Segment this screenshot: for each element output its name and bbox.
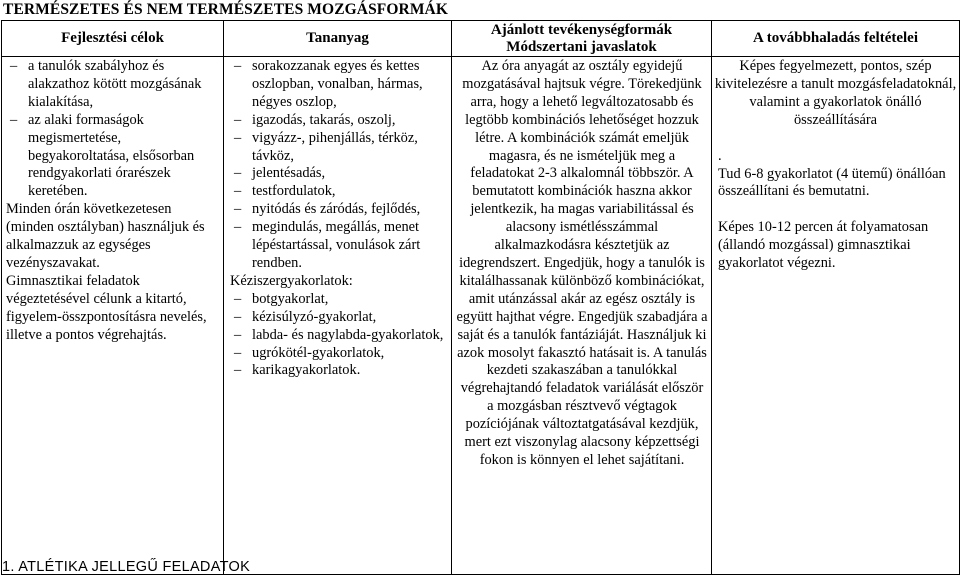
- curriculum-cell: [224, 57, 452, 575]
- table-row: [2, 57, 960, 575]
- curriculum-item: – megindulás, megállás, menet lépéstartással, vonulások zárt rendben.: [234, 219, 447, 273]
- spacer: [714, 130, 957, 148]
- curriculum-item: – jelentésadás,: [234, 165, 447, 183]
- header-activities-line2: Módszertani javaslatok: [506, 38, 657, 55]
- curriculum-item: – nyitódás és záródás, fejlődés,: [234, 201, 447, 219]
- header-development-goals: Fejlesztési célok: [2, 21, 224, 57]
- apparatus-item: – kézisúlyzó-gyakorlat,: [234, 309, 447, 327]
- goal-item: – az alaki formaságok megismertetése, begyakoroltatása, elsősorban rendgyakorlati órarészek keretében.: [10, 112, 219, 202]
- methodology-text: Az óra anyagát az osztály egyidejű mozgatásával hajtsuk végre. Törekedjünk arra, hogy a lehető legváltozatosabb és legtöbb kombinációs lehetőséget hozzuk létre. A kombinációk számát emeljük magasra, és ne ismételjük meg a feladatokat 2-3 alkalomnál többször. A bemutatott kombinációk haszna akkor jelentkezik, ha magas variabilitással és alacsony ismétlésszámmal alkalmazkodásra késztetjük az idegrendszert. Engedjük, hogy a tanulók is kitalálhassanak különböző kombinációkat, amit utánzással akár az egész osztály is együtt hajthat végre. Engedjük szabadjára a saját és a tanulók fantáziáját. Használjuk ki azok mosolyt fakasztó hatásait is. A tanulás kezdeti szakaszában a tanulókkal végrehajtandó feladatok variálását először a mozgásban résztvevő végtagok pozíciójának változtatgatásával kezdjük, mert ezt viszonylag alacsony képzettségi fokon is könnyen el lehet sajátítani.: [456, 58, 708, 468]
- hand-apparatus-subheading: Kéziszergyakorlatok:: [230, 272, 353, 289]
- progression-conditions-cell: [712, 57, 960, 575]
- condition-paragraph: Képes fegyelmezett, pontos, szép kivitelezésre a tanult mozgásfeladatoknál, valamint a gyakorlatok önálló összeállítására: [714, 58, 957, 128]
- header-progression-conditions: A továbbhaladás feltételei: [712, 21, 960, 57]
- curriculum-item: – testfordulatok,: [234, 183, 447, 201]
- condition-paragraph: Képes 10-12 percen át folyamatosan (állandó mozgással) gimnasztikai gyakorlatot végezni.: [718, 219, 929, 272]
- apparatus-item: – karikagyakorlatok.: [234, 362, 447, 380]
- table-header-row: [2, 21, 960, 57]
- curriculum-item: – sorakozzanak egyes és kettes oszlopban, vonalban, hármas, négyes oszlop,: [234, 58, 447, 112]
- header-recommended-activities: [452, 21, 712, 57]
- header-activities-line1: Ajánlott tevékenységformák: [490, 21, 673, 38]
- curriculum-table: [1, 20, 960, 575]
- goal-paragraph: Minden órán következetesen (minden osztályban) használjuk és alkalmazzuk az egységes vezényszavakat.: [6, 201, 205, 271]
- condition-paragraph: Tud 6-8 gyakorlatot (4 ütemű) önállóan összeállítani és bemutatni.: [718, 165, 946, 200]
- document-title: TERMÉSZETES ÉS NEM TERMÉSZETES MOZGÁSFORMÁK: [3, 1, 448, 18]
- apparatus-item: – ugrókötél-gyakorlatok,: [234, 345, 447, 363]
- apparatus-item: – botgyakorlat,: [234, 291, 447, 309]
- condition-dot: .: [718, 147, 722, 164]
- goal-item: – a tanulók szabályhoz és alakzathoz kötött mozgásának kialakítása,: [10, 58, 219, 112]
- methodology-cell: [452, 57, 712, 575]
- spacer: [714, 201, 957, 219]
- section-heading-athletics: 1. ATLÉTIKA JELLEGŰ FELADATOK: [2, 559, 251, 575]
- header-curriculum: Tananyag: [224, 21, 452, 57]
- development-goals-cell: [2, 57, 224, 575]
- curriculum-item: – igazodás, takarás, oszolj,: [234, 112, 447, 130]
- goal-paragraph: Gimnasztikai feladatok végeztetésével célunk a kitartó, figyelem-összpontosításra nevelés, illetve a pontos végrehajtás.: [6, 272, 207, 343]
- curriculum-item: – vigyázz-, pihenjállás, térköz, távköz,: [234, 130, 447, 166]
- apparatus-item: – labda- és nagylabda-gyakorlatok,: [234, 327, 447, 345]
